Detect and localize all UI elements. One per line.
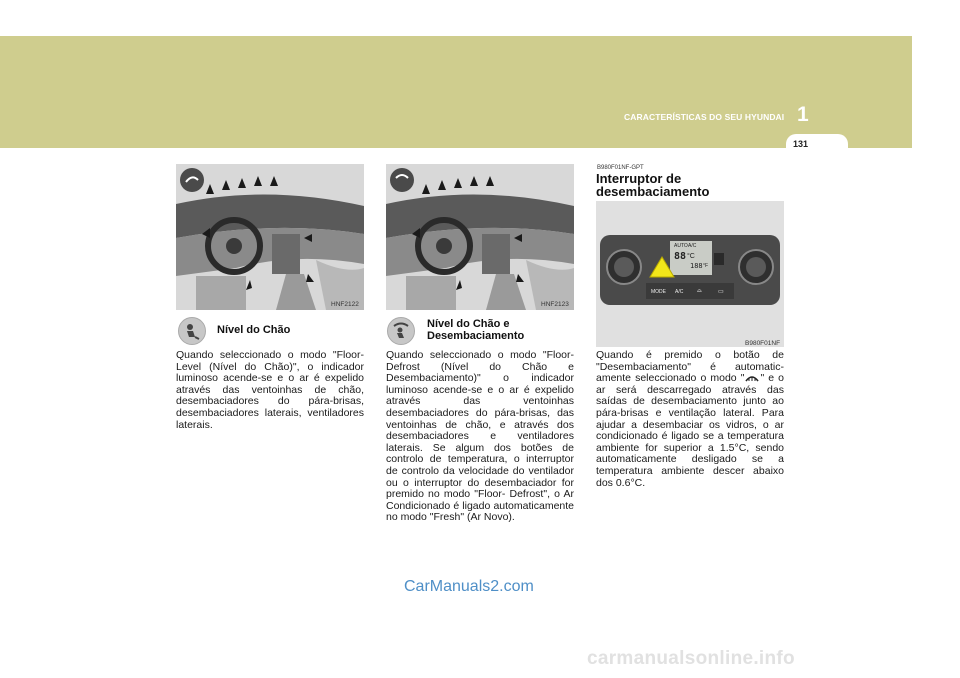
chapter-number: 1 [797, 103, 809, 126]
panel-display-temp: 88 [674, 251, 687, 262]
panel-display-unit: °C [687, 253, 695, 260]
mode-button: MODE [651, 289, 666, 295]
chapter-title: CARACTERÍSTICAS DO SEU HYUNDAI [624, 112, 785, 122]
section-heading-line1: Nível do Chão e [427, 318, 510, 330]
dashboard-floor-photo [176, 164, 364, 310]
panel-display-unit2: °F [703, 263, 709, 269]
ac-button: A/C [675, 289, 684, 295]
section-code: B980F01NF-GPT [597, 165, 644, 171]
section-title-line2: desembaciamento [596, 184, 710, 199]
figure-code: HNF2123 [541, 301, 569, 308]
body-paragraph: Quando seleccionado o modo "Floor-Defrost (Nível do Chão e Desembaciamento)" o indicador luminoso acende-se e o ar é expelido através das ventoinhas desembaciadores do pára-brisas, das ventoinhas de chão, e através dos desembaciadores e ventiladores laterais. Se algum dos botões de controlo de temperatura, o interruptor de controlo da velocidade do ventilador ou o interruptor do desembaciador for premido no modo "Floor- Defrost", o Ar Condicionado é ligado automaticamente no modo "Fresh" (Ar Novo). [386, 349, 574, 524]
windshield-defrost-icon: ⌓ [697, 288, 702, 294]
figure-code: HNF2122 [331, 301, 359, 308]
section-heading-line2: Desembaciamento [427, 330, 525, 342]
page-number: 131 [793, 139, 809, 149]
section-title-line1: Interruptor de [596, 171, 682, 186]
section-heading: Nível do Chão [217, 324, 291, 336]
panel-display-ac: A/C [688, 243, 697, 249]
dashboard-floor-defrost-photo [386, 164, 574, 310]
body-paragraph: Quando seleccionado o modo "Floor-Level (Nível do Chão)", o indicador luminoso acende-se e o ar é expelido através das ventoinhas de chão, desembaciadores do pára-brisas, desembaciadores laterais, ventiladores laterais. [176, 349, 364, 431]
floor-defrost-mode-icon [387, 317, 415, 345]
body-paragraph [596, 350, 784, 489]
defrost-mode-icon [744, 374, 760, 383]
watermark-carmanuals2[interactable]: CarManuals2.com [404, 578, 534, 595]
body-text-part2: " e o ar será descarregado através das saídas de desembaciamento junto ao pára-brisas e ventilação lateral. Para ajudar a desembaciar os vidros, o ar condicionado é ligado se a temperatura ambiente for superior a 1.5°C, sendo automaticamente desligado se a temperatura ambiente descer abaixo dos 0.6°C. [596, 372, 784, 489]
body-text-part1: Quando é premido o botão de "Desembaciamento" é automatic-amente seleccionado o modo " [596, 349, 784, 385]
header-band [0, 36, 912, 148]
figure-code: B980F01NF [745, 340, 781, 347]
climate-control-panel-photo [596, 201, 784, 347]
floor-level-mode-icon [178, 317, 206, 345]
rear-defrost-icon: ▭ [718, 289, 724, 295]
panel-display-small: 188 [690, 262, 703, 270]
panel-display-auto: AUTO [674, 243, 688, 249]
watermark-carmanualsonline[interactable]: carmanualsonline.info [587, 648, 795, 669]
